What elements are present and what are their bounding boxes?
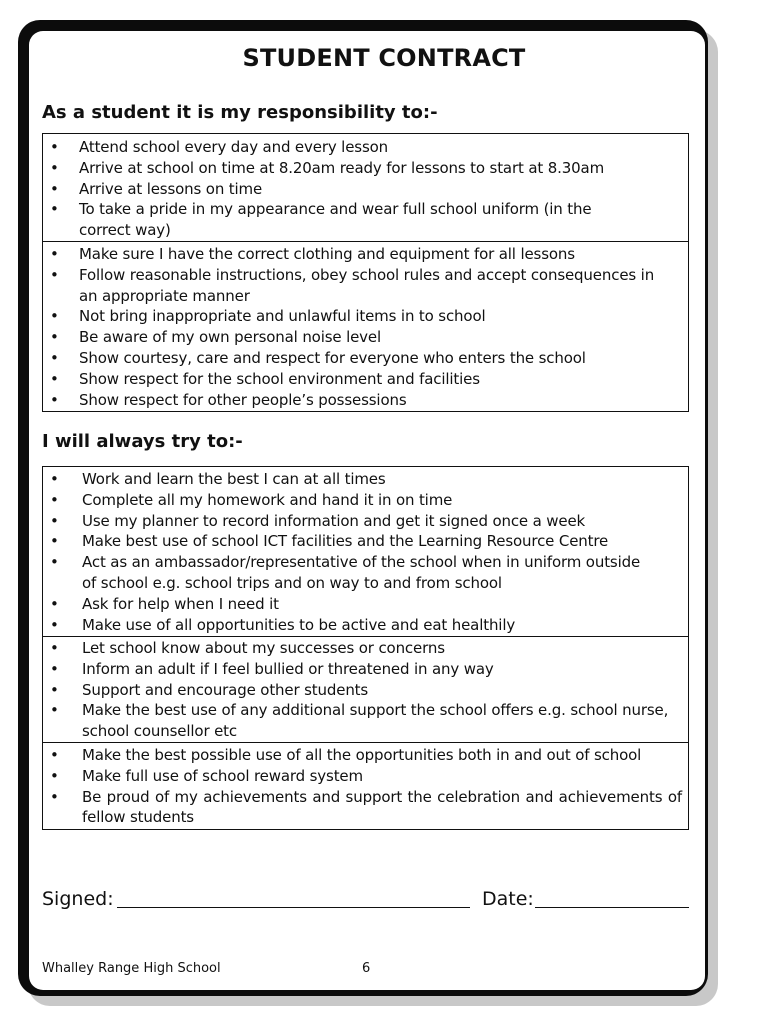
date-label: Date: [482, 888, 534, 910]
list-item: • Use my planner to record information and get it signed once a week [43, 511, 688, 532]
list-item: • To take a pride in my appearance and wear full school uniform (in the correct way) [43, 199, 688, 241]
list-item: • Let school know about my successes or concerns [43, 638, 688, 659]
section-heading-always-try: I will always try to:- [42, 431, 243, 452]
list-item: • Make full use of school reward system [43, 766, 688, 787]
list-item: • Ask for help when I need it [43, 594, 688, 615]
footer-page-number: 6 [362, 961, 371, 976]
list-item: • Make the best use of any additional support the school offers e.g. school nurse, school counsellor etc [43, 700, 688, 742]
always-try-box-2 [42, 636, 689, 743]
list-item: • Support and encourage other students [43, 680, 688, 701]
signed-label: Signed: [42, 888, 114, 910]
list-item: • Attend school every day and every lesson [43, 137, 688, 158]
list-item: • Show respect for other people’s possessions [43, 390, 688, 411]
list-item: • Act as an ambassador/representative of the school when in uniform outside of school e.g. school trips and on way to and from school [43, 552, 688, 594]
list-item: • Make sure I have the correct clothing and equipment for all lessons [43, 244, 688, 265]
section-heading-responsibilities: As a student it is my responsibility to:- [42, 102, 438, 123]
list-item: • Arrive at lessons on time [43, 179, 688, 200]
signature-line[interactable] [117, 907, 470, 908]
list-item: • Show courtesy, care and respect for everyone who enters the school [43, 348, 688, 369]
list-item: • Inform an adult if I feel bullied or threatened in any way [43, 659, 688, 680]
list-item: • Complete all my homework and hand it in on time [43, 490, 688, 511]
list-item: • Not bring inappropriate and unlawful items in to school [43, 306, 688, 327]
list-item: • Arrive at school on time at 8.20am ready for lessons to start at 8.30am [43, 158, 688, 179]
page-title: STUDENT CONTRACT [242, 44, 526, 72]
responsibilities-box-1 [42, 133, 689, 242]
responsibilities-box-2 [42, 241, 689, 412]
footer-school-name: Whalley Range High School [42, 961, 221, 976]
list-item: • Make use of all opportunities to be active and eat healthily [43, 615, 688, 636]
always-try-box-3 [42, 742, 689, 830]
list-item: • Make the best possible use of all the opportunities both in and out of school [43, 745, 688, 766]
always-try-box-1 [42, 466, 689, 637]
list-item: • Make best use of school ICT facilities and the Learning Resource Centre [43, 531, 688, 552]
list-item: • Work and learn the best I can at all times [43, 469, 688, 490]
list-item: • Be aware of my own personal noise level [43, 327, 688, 348]
date-line[interactable] [535, 907, 689, 908]
list-item: • Show respect for the school environment and facilities [43, 369, 688, 390]
list-item: • Be proud of my achievements and support the celebration and achievements of fellow students [43, 787, 688, 829]
list-item: • Follow reasonable instructions, obey school rules and accept consequences in an appropriate manner [43, 265, 688, 307]
